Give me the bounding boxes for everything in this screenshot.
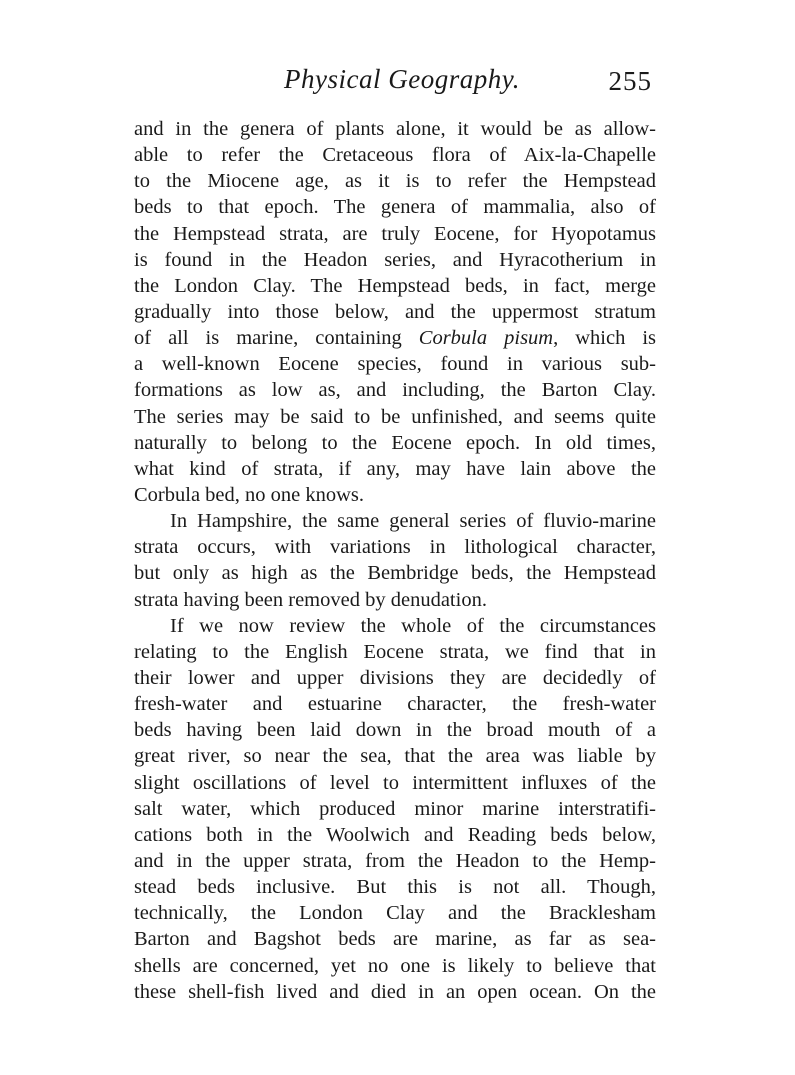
text-line: a well-known Eocene species, found in various sub-	[134, 353, 656, 376]
text-line: relating to the English Eocene strata, we find that in	[134, 640, 656, 663]
text-line: stead beds inclusive. But this is not all. Though,	[134, 876, 656, 899]
text-segment: of all is marine, containing	[134, 327, 419, 350]
text-line: the Hempstead strata, are truly Eocene, for Hyopotamus	[134, 222, 656, 245]
text-line: and in the genera of plants alone, it would be as allow-	[134, 118, 656, 140]
text-line: their lower and upper divisions they are decidedly of	[134, 666, 656, 689]
text-line: able to refer the Cretaceous flora of Aix-la-Chapelle	[134, 144, 656, 167]
text-line: slight oscillations of level to intermittent influxes of the	[134, 771, 656, 794]
text-line: what kind of strata, if any, may have lain above the	[134, 457, 656, 480]
text-line: Barton and Bagshot beds are marine, as far as sea-	[134, 928, 656, 951]
text-line: great river, so near the sea, that the area was liable by	[134, 745, 656, 768]
text-line: strata having been removed by denudation.	[134, 588, 487, 611]
text-line: The series may be said to be unfinished, and seems quite	[134, 405, 656, 428]
text-segment: , which is	[553, 327, 656, 350]
running-head	[134, 60, 656, 100]
text-line: these shell-fish lived and died in an open ocean. On the	[134, 980, 656, 1003]
text-line: gradually into those below, and the uppermost stratum	[134, 300, 656, 323]
text-line: cations both in the Woolwich and Reading beds below,	[134, 823, 656, 846]
text-line: naturally to belong to the Eocene epoch. In old times,	[134, 431, 656, 454]
text-line: fresh-water and estuarine character, the fresh-water	[134, 693, 656, 716]
text-line: is found in the Headon series, and Hyracotherium in	[134, 248, 656, 271]
text-line: beds to that epoch. The genera of mammalia, also of	[134, 196, 656, 219]
text-line: In Hampshire, the same general series of fluvio-marine	[170, 510, 656, 533]
text-line: and in the upper strata, from the Headon to the Hemp-	[134, 849, 656, 872]
text-line: to the Miocene age, as it is to refer the Hempstead	[134, 170, 656, 193]
page-number: 255	[608, 66, 652, 96]
italic-species-name: Corbula pisum	[418, 327, 554, 350]
text-line: but only as high as the Bembridge beds, the Hempstead	[134, 562, 656, 585]
text-line: the London Clay. The Hempstead beds, in fact, merge	[134, 274, 656, 297]
text-line	[134, 325, 656, 351]
text-line: If we now review the whole of the circumstances	[170, 614, 656, 637]
text-line: beds having been laid down in the broad mouth of a	[134, 719, 656, 742]
running-title: Physical Geography.	[284, 64, 520, 94]
text-line: strata occurs, with variations in lithological character,	[134, 536, 656, 559]
text-line: formations as low as, and including, the Barton Clay.	[134, 379, 656, 402]
text-line: Corbula bed, no one knows.	[134, 483, 365, 506]
body-text	[134, 116, 656, 1005]
text-line: shells are concerned, yet no one is likely to believe that	[134, 954, 656, 977]
text-line: technically, the London Clay and the Bracklesham	[134, 902, 656, 925]
text-line: salt water, which produced minor marine interstratifi-	[134, 797, 656, 820]
